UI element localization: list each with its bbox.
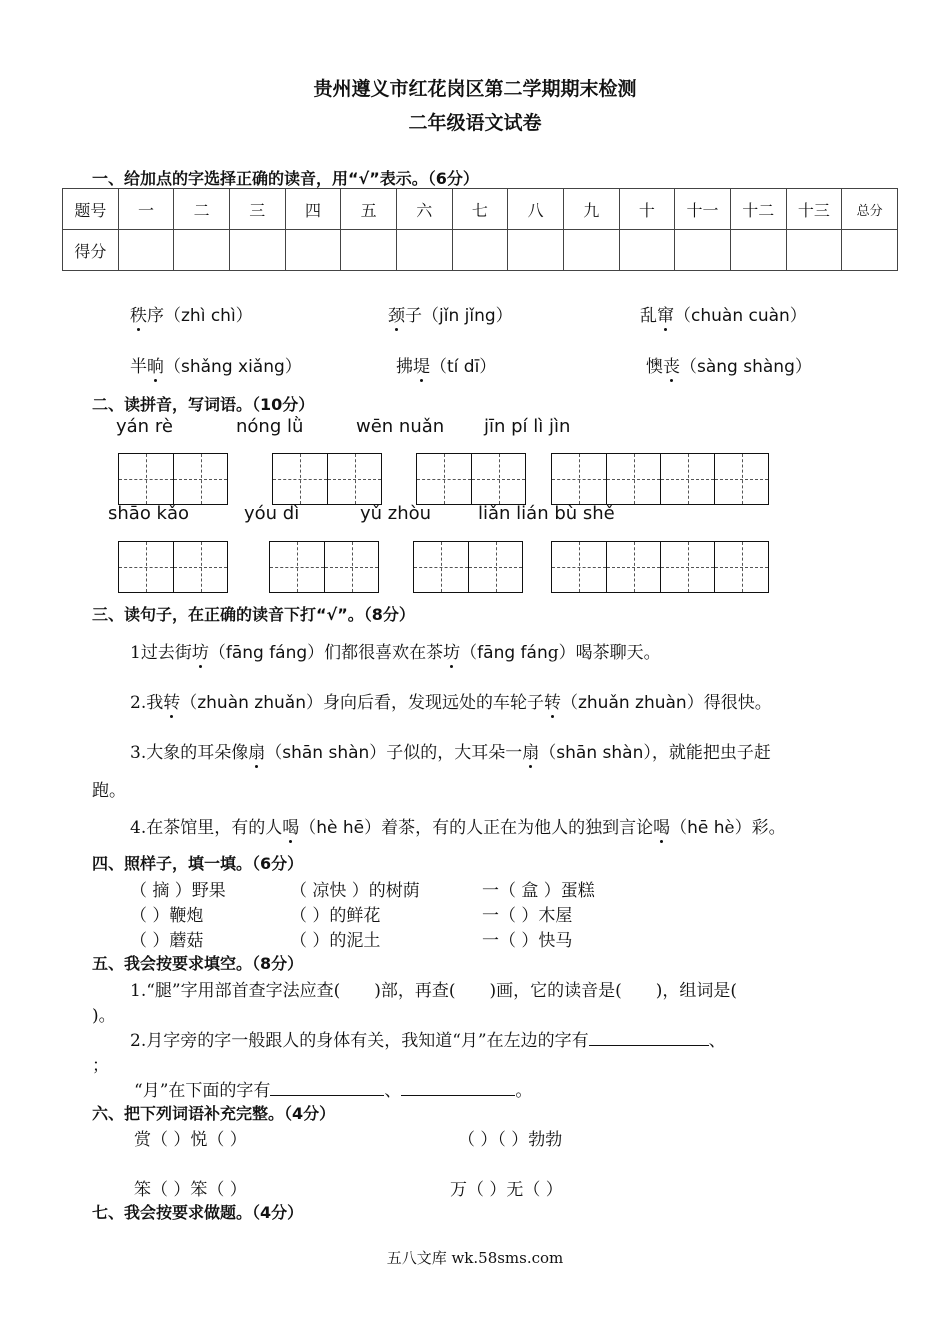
score-cell[interactable] xyxy=(675,230,731,271)
fill-item: （ 摘 ）野果 xyxy=(130,881,226,901)
question-5-1: 1.“腿”字用部首查字法应查( )部，再查( )画，它的读音是( )，组词是( xyxy=(130,981,738,1001)
pronunciation-item: 颈子（jǐn jǐng） xyxy=(388,301,513,326)
section3-heading: 三、读句子，在正确的读音下打“√”。（8分） xyxy=(92,605,415,624)
idiom-item: 万（ ）无（ ） xyxy=(450,1180,563,1200)
pinyin-prompt: wēn nuǎn xyxy=(356,416,445,437)
writing-grid[interactable] xyxy=(416,453,526,505)
score-cell[interactable] xyxy=(786,230,842,271)
fill-item: 一（ 盒 ）蛋糕 xyxy=(482,881,595,901)
score-cell[interactable] xyxy=(452,230,508,271)
sentence-2: 2.我转（zhuàn zhuǎn）身向后看，发现远处的车轮子转（zhuǎn zhuàn）得很快。 xyxy=(130,688,772,713)
score-cell[interactable] xyxy=(508,230,564,271)
section6-heading: 六、把下列词语补充完整。（4分） xyxy=(92,1104,336,1123)
table-cell: 十三 xyxy=(786,189,842,230)
fill-item: （ ）的泥土 xyxy=(290,931,381,951)
pinyin-prompt: shāo kǎo xyxy=(108,503,190,524)
sentence-3-continued: 跑。 xyxy=(92,781,126,801)
table-cell: 得分 xyxy=(63,230,119,271)
table-cell: 十 xyxy=(619,189,675,230)
score-table-header-row xyxy=(63,189,898,230)
exam-subtitle: 二年级语文试卷 xyxy=(408,112,542,134)
idiom-item: 笨（ ）笨（ ） xyxy=(134,1180,247,1200)
writing-grid[interactable] xyxy=(551,453,769,505)
pinyin-prompt: yóu dì xyxy=(244,503,300,524)
table-cell: 五 xyxy=(341,189,397,230)
writing-grid[interactable] xyxy=(118,541,228,593)
question-5-1-end: )。 xyxy=(92,1006,116,1026)
sentence-1: 1过去街坊（fāng fáng）们都很喜欢在茶坊（fāng fáng）喝茶聊天。 xyxy=(130,638,661,663)
score-cell[interactable] xyxy=(730,230,786,271)
pinyin-prompt: nóng lǜ xyxy=(236,416,304,437)
pronunciation-item: 懊丧（sàng shàng） xyxy=(646,352,812,377)
section1-heading: 一、给加点的字选择正确的读音，用“√”表示。（6分） xyxy=(92,169,479,188)
pinyin-prompt: yǔ zhòu xyxy=(360,503,432,524)
writing-grid[interactable] xyxy=(272,453,382,505)
footer-watermark: 五八文库 wk.58sms.com xyxy=(386,1249,564,1267)
score-cell[interactable] xyxy=(229,230,285,271)
fill-item: 一（ ）快马 xyxy=(482,931,573,951)
section5-heading: 五、我会按要求填空。（8分） xyxy=(92,954,304,973)
table-cell: 六 xyxy=(396,189,452,230)
writing-grid[interactable] xyxy=(269,541,379,593)
question-5-3: “月”在下面的字有 、 。 xyxy=(134,1081,533,1101)
score-cell[interactable] xyxy=(341,230,397,271)
score-cell[interactable] xyxy=(285,230,341,271)
pinyin-prompt: jīn pí lì jìn xyxy=(484,416,571,437)
answer-blank[interactable] xyxy=(270,1081,384,1096)
table-cell: 十二 xyxy=(730,189,786,230)
fill-item: （ 凉快 ）的树荫 xyxy=(290,881,420,901)
table-cell: 十一 xyxy=(675,189,731,230)
pronunciation-item: 拂堤（tí dī） xyxy=(396,352,496,377)
section7-heading: 七、我会按要求做题。（4分） xyxy=(92,1203,304,1222)
pronunciation-item: 半晌（shǎng xiǎng） xyxy=(130,352,302,377)
idiom-item: 赏（ ）悦（ ） xyxy=(134,1130,247,1150)
fill-item: （ ）蘑菇 xyxy=(130,931,204,951)
fill-item: （ ）的鲜花 xyxy=(290,906,381,926)
writing-grid[interactable] xyxy=(551,541,769,593)
table-cell: 九 xyxy=(563,189,619,230)
table-cell: 二 xyxy=(174,189,230,230)
pronunciation-item: 秩序（zhì chì） xyxy=(130,301,253,326)
answer-blank[interactable] xyxy=(401,1081,515,1096)
answer-blank[interactable] xyxy=(589,1031,709,1046)
writing-grid[interactable] xyxy=(118,453,228,505)
idiom-item: （ ）（ ）勃勃 xyxy=(458,1130,563,1150)
table-cell: 七 xyxy=(452,189,508,230)
exam-title: 贵州遵义市红花岗区第二学期期末检测 xyxy=(313,78,637,100)
score-table xyxy=(62,188,898,271)
writing-grid[interactable] xyxy=(413,541,523,593)
sentence-4: 4.在茶馆里，有的人喝（hè hē）着茶，有的人正在为他人的独到言论喝（hē hè）彩。 xyxy=(130,813,786,838)
pinyin-prompt: yán rè xyxy=(116,416,173,437)
fill-item: 一（ ）木屋 xyxy=(482,906,573,926)
score-cell[interactable] xyxy=(396,230,452,271)
table-cell: 三 xyxy=(229,189,285,230)
section4-heading: 四、照样子，填一填。（6分） xyxy=(92,854,304,873)
table-cell: 总分 xyxy=(842,189,898,230)
table-cell: 题号 xyxy=(63,189,119,230)
pronunciation-item: 乱窜（chuàn cuàn） xyxy=(640,301,807,326)
score-cell[interactable] xyxy=(563,230,619,271)
score-table-score-row xyxy=(63,230,898,271)
table-cell: 四 xyxy=(285,189,341,230)
score-cell[interactable] xyxy=(118,230,174,271)
sentence-3: 3.大象的耳朵像扇（shān shàn）子似的，大耳朵一扇（shān shàn），就能把虫子赶 xyxy=(130,738,771,763)
fill-item: （ ）鞭炮 xyxy=(130,906,204,926)
score-cell[interactable] xyxy=(619,230,675,271)
pinyin-prompt: liǎn lián bù shě xyxy=(478,503,615,524)
score-cell[interactable] xyxy=(174,230,230,271)
question-5-2: 2.月字旁的字一般跟人的身体有关，我知道“月”在左边的字有 、 xyxy=(130,1031,726,1051)
table-cell: 一 xyxy=(118,189,174,230)
question-5-2-end: ； xyxy=(92,1056,109,1076)
table-cell: 八 xyxy=(508,189,564,230)
section2-heading: 二、读拼音，写词语。（10分） xyxy=(92,395,315,414)
score-cell[interactable] xyxy=(842,230,898,271)
